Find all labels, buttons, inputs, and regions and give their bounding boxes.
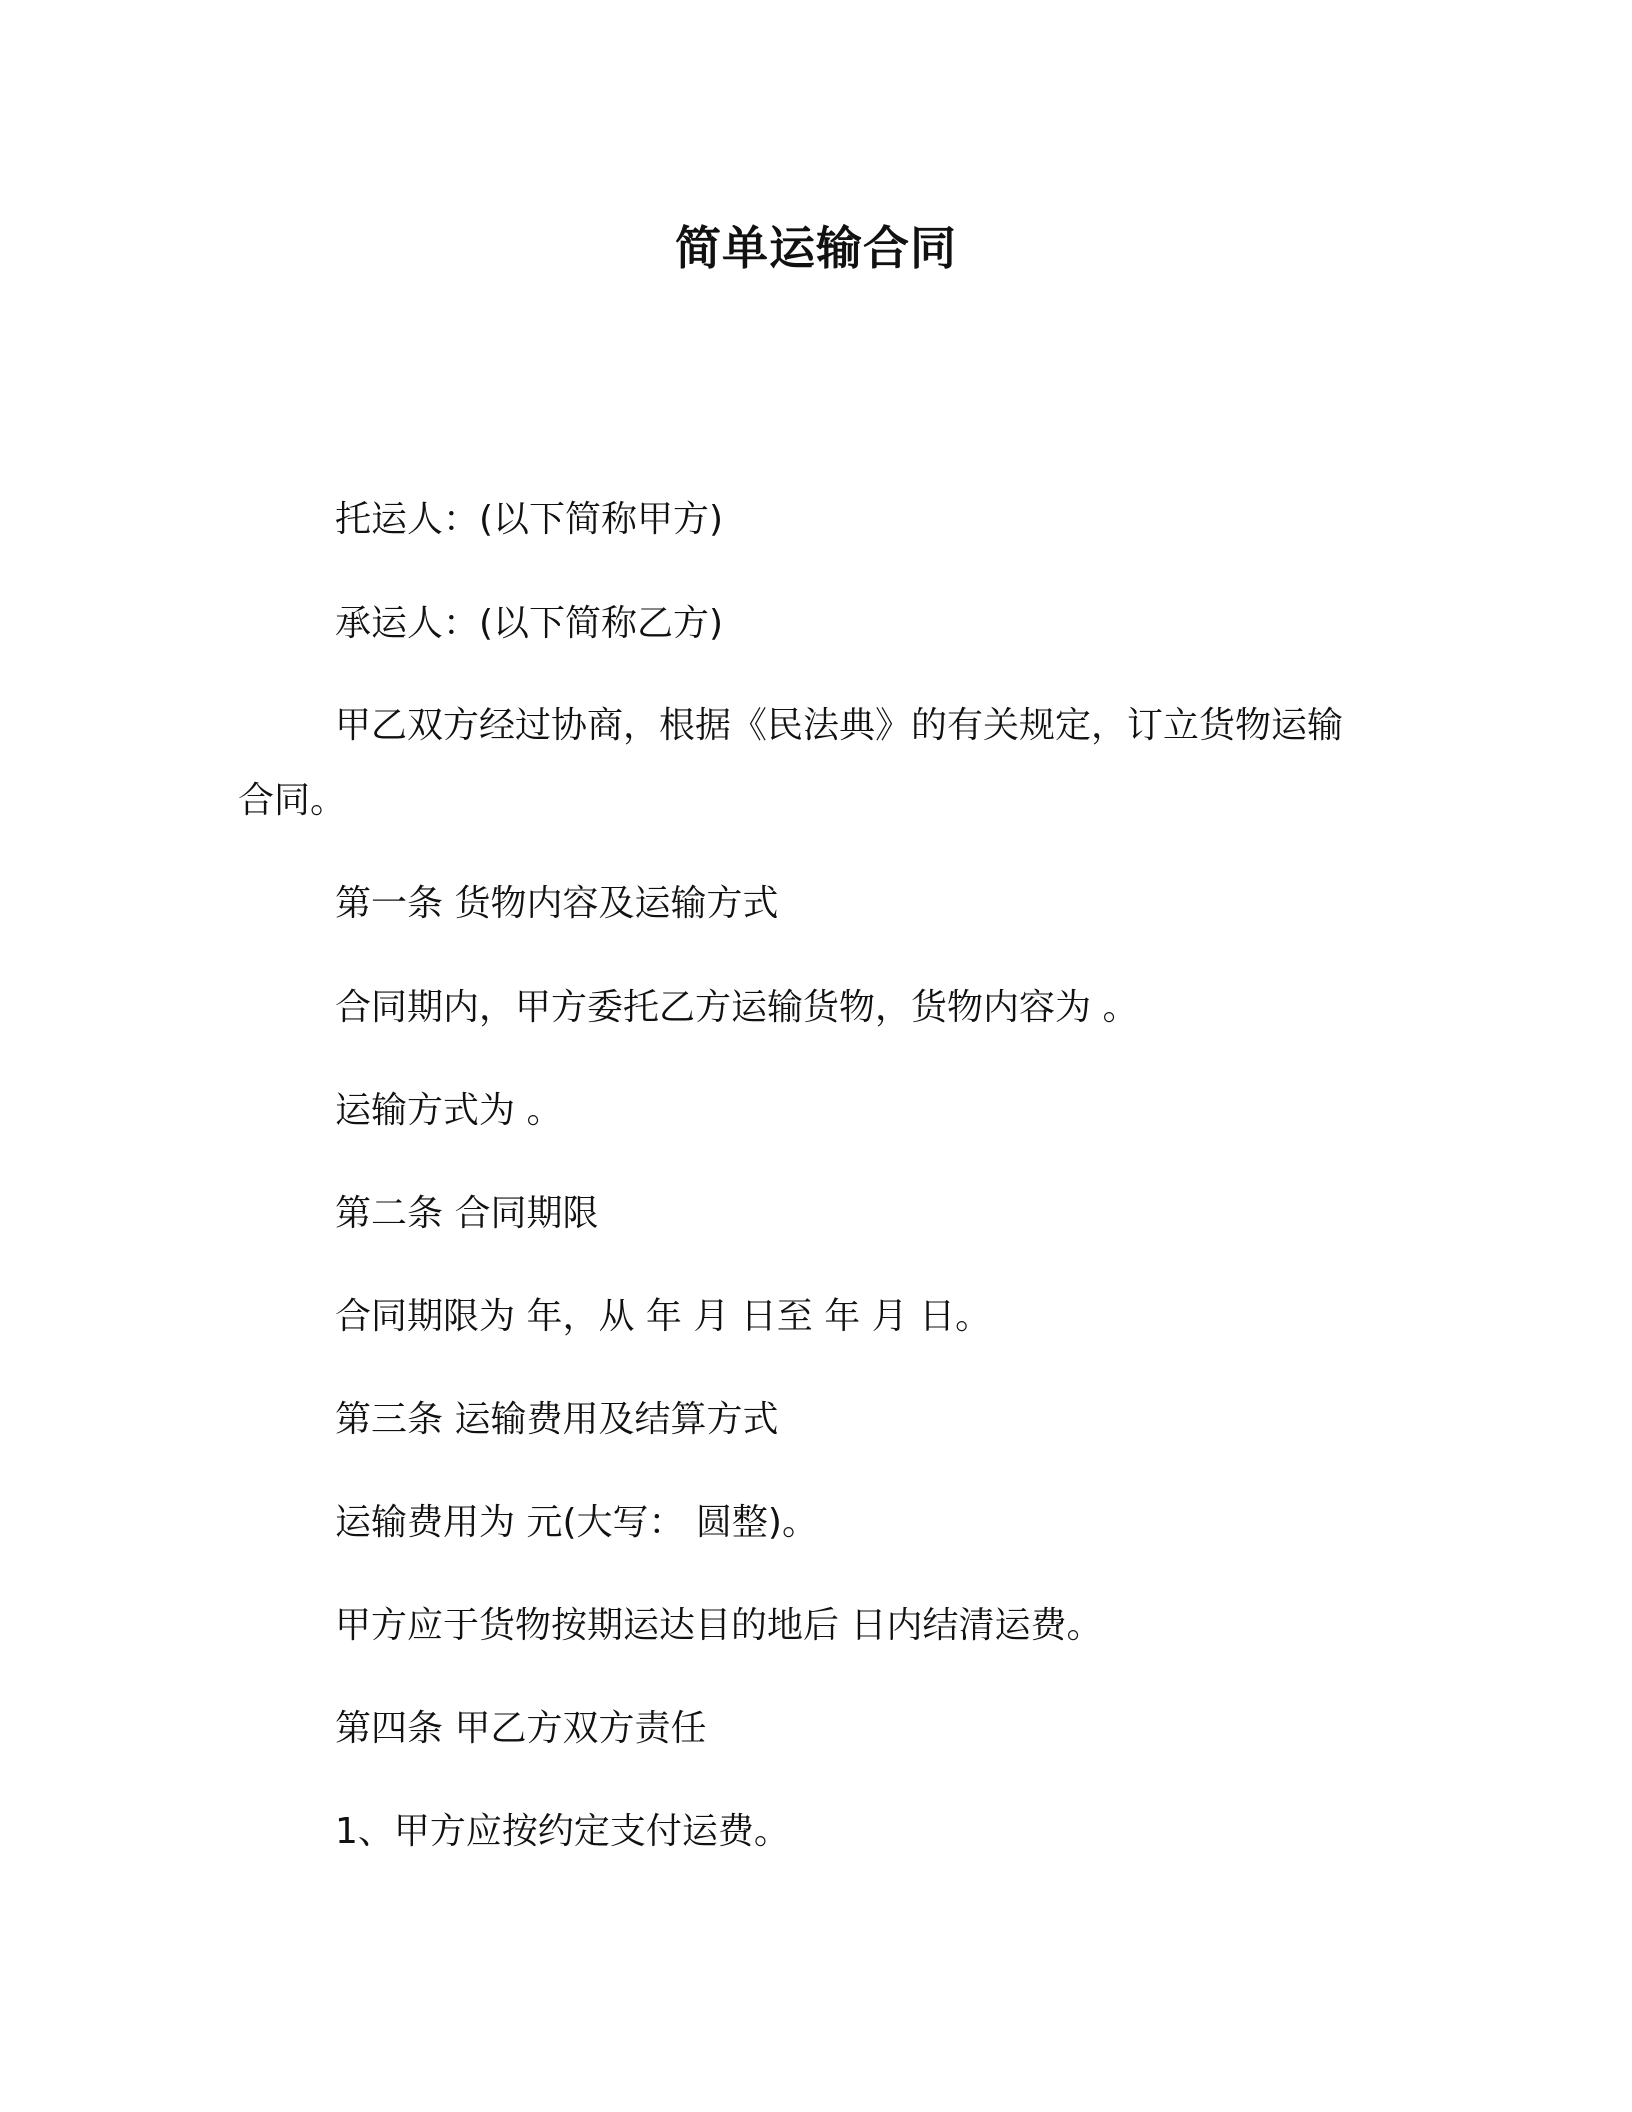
article-3-settlement: 甲方应于货物按期运达目的地后 日内结清运费。 <box>335 1605 1103 1646</box>
paragraph-shipper: 托运人：(以下简称甲方) <box>335 499 724 540</box>
paragraph-carrier: 承运人：(以下简称乙方) <box>335 603 724 644</box>
article-1-method: 运输方式为 。 <box>335 1090 563 1131</box>
article-2-term: 合同期限为 年，从 年 月 日至 年 月 日。 <box>335 1296 992 1337</box>
article-1-goods: 合同期内，甲方委托乙方运输货物，货物内容为 。 <box>335 987 1139 1028</box>
document-title: 简单运输合同 <box>675 221 957 275</box>
article-4-item-1: 1、甲方应按约定支付运费。 <box>335 1811 790 1852</box>
article-4-heading: 第四条 甲乙方双方责任 <box>335 1708 707 1749</box>
article-2-heading: 第二条 合同期限 <box>335 1193 599 1234</box>
article-3-heading: 第三条 运输费用及结算方式 <box>335 1399 779 1440</box>
paragraph-agreement-continued: 合同。 <box>238 780 347 821</box>
article-3-fee: 运输费用为 元(大写： 圆整)。 <box>335 1502 818 1543</box>
paragraph-agreement: 甲乙双方经过协商，根据《民法典》的有关规定，订立货物运输 <box>335 705 1344 746</box>
article-1-heading: 第一条 货物内容及运输方式 <box>335 883 779 924</box>
